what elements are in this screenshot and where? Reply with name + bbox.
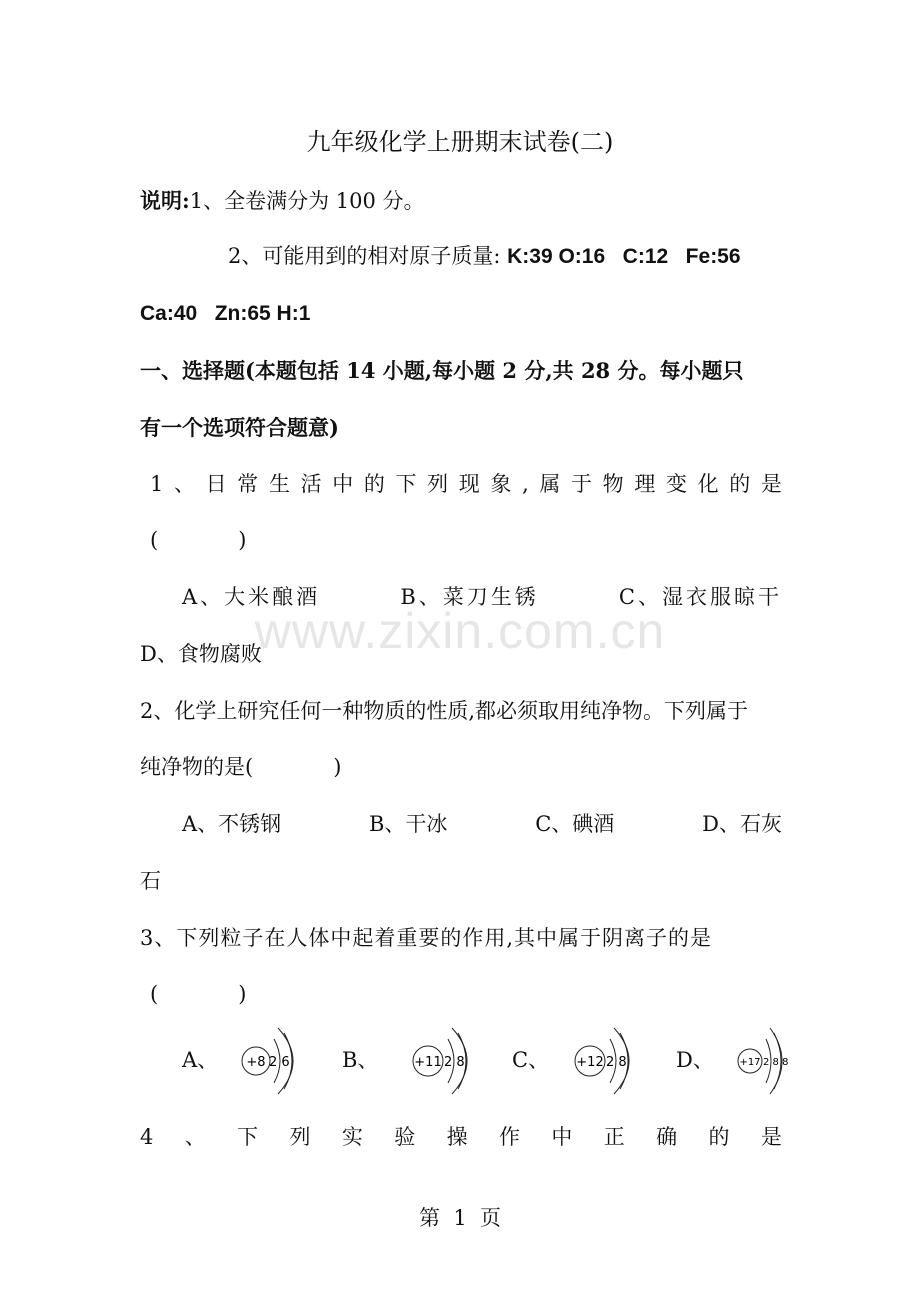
atom-structure-diagram-c: [572, 1025, 652, 1095]
atom-structure-diagram-b: [410, 1025, 490, 1095]
question-2-stem-line-2: 纯净物的是( ): [140, 755, 342, 779]
question-4-stem-char: 、: [184, 1125, 206, 1149]
section-heading-line-2: 有一个选项符合题意): [140, 415, 339, 440]
question-4-stem-char: 列: [289, 1125, 311, 1149]
question-3-option-b-label: B、: [342, 1048, 379, 1072]
question-2-option-c: C、碘酒: [535, 812, 615, 836]
atom-d-nucleus: +17: [739, 1057, 761, 1068]
question-2-options: [182, 814, 782, 835]
question-1-stem-char: 的: [729, 472, 751, 496]
atom-c-shells: 2 8: [606, 1055, 627, 1070]
question-1-answer-blank: ( ): [150, 528, 247, 552]
notes-line-2: [228, 246, 741, 267]
page-title: 九年级化学上册期末试卷(二): [306, 128, 614, 156]
notes-label: 说明:: [140, 188, 190, 213]
question-1-stem-char: 理: [634, 472, 656, 496]
atom-a-nucleus: +8: [246, 1055, 266, 1070]
notes-item-1: 1、全卷满分为 100 分。: [189, 189, 425, 213]
atomic-masses: K:39 O:16 C:12 Fe:56: [507, 245, 741, 268]
question-1-stem-char: 下: [395, 472, 417, 496]
question-2-option-d-cont: 石: [140, 869, 161, 893]
atom-d-shells: 2 8 8: [763, 1057, 789, 1068]
question-1-stem-char: 象: [490, 472, 512, 496]
atom-a-shells: 2 6: [269, 1055, 290, 1070]
question-1-stem-char: 是: [760, 472, 782, 496]
question-1-stem-char: 常: [237, 472, 259, 496]
atom-c-nucleus: +12: [576, 1055, 604, 1070]
question-4-stem-char: 确: [656, 1125, 678, 1149]
question-4-stem-char: 正: [603, 1125, 625, 1149]
question-1-stem-char: 中: [332, 472, 354, 496]
question-1-option-a: A、大米酿酒: [182, 585, 321, 609]
question-1-stem-char: 物: [602, 472, 624, 496]
question-3-option-a-label: A、: [182, 1048, 219, 1072]
atom-b-shells: 2 8: [444, 1055, 465, 1070]
question-1-option-c: C、湿衣服晾干: [618, 585, 782, 609]
notes-item-2-label: 2、可能用到的相对原子质量:: [228, 244, 501, 268]
atom-b-nucleus: +11: [414, 1055, 442, 1070]
page-number: 第 1 页: [418, 1206, 502, 1230]
question-1-stem-char: 的: [363, 472, 385, 496]
question-4-stem-char: 的: [708, 1125, 730, 1149]
question-1-stem-char: 生: [268, 472, 290, 496]
watermark: www.zixin.com.cn: [254, 603, 666, 659]
question-3-option-d-label: D、: [676, 1048, 714, 1072]
question-4-stem-char: 下: [237, 1125, 259, 1149]
question-3-answer-blank: ( ): [150, 982, 247, 1006]
question-1-stem-char: 化: [697, 472, 719, 496]
question-3-stem: 3、下列粒子在人体中起着重要的作用,其中属于阴离子的是: [140, 926, 713, 950]
atom-structure-diagram-a: [240, 1025, 310, 1095]
question-1-stem-char: 列: [427, 472, 449, 496]
question-4-stem-char: 操: [446, 1125, 468, 1149]
question-2-stem-line-1: 2、化学上研究任何一种物质的性质,都必须取用纯净物。下列属于: [140, 699, 749, 723]
question-2-option-a: A、不锈钢: [182, 812, 282, 836]
question-1-stem-char: 于: [571, 472, 593, 496]
atom-structure-diagram-d: [736, 1025, 798, 1095]
question-4-stem-char: 作: [499, 1125, 520, 1149]
question-1-stem: [150, 474, 782, 495]
question-4-stem-char: 实: [341, 1125, 363, 1149]
question-1-stem-char: 属: [539, 472, 561, 496]
question-1-stem-char: 活: [300, 472, 322, 496]
question-1-stem-char: 、: [174, 472, 196, 496]
question-4-stem-char: 是: [760, 1125, 782, 1149]
atomic-masses-cont: Ca:40 Zn:65 H:1: [140, 302, 311, 325]
question-1-stem-char: 现: [458, 472, 480, 496]
question-3-option-c-label: C、: [512, 1048, 550, 1072]
question-4-stem: [140, 1127, 782, 1148]
question-1-stem-char: 1: [150, 472, 164, 496]
question-2-option-d: D、石灰: [702, 812, 782, 836]
notes-line-1: [140, 190, 425, 212]
question-4-stem-char: 4: [140, 1125, 154, 1149]
question-2-option-b: B、干冰: [368, 812, 448, 836]
section-heading-line-1: 一、选择题(本题包括 14 小题,每小题 2 分,共 28 分。每小题只: [140, 358, 744, 383]
question-1-option-b: B、菜刀生锈: [400, 585, 539, 609]
question-4-stem-char: 中: [551, 1125, 573, 1149]
question-1-stem-char: 变: [665, 472, 687, 496]
question-1-option-d: D、食物腐败: [140, 642, 262, 666]
question-4-stem-char: 验: [394, 1125, 416, 1149]
question-1-options: [182, 587, 782, 608]
question-1-stem-char: ,: [522, 472, 529, 496]
question-1-stem-char: 日: [205, 472, 227, 496]
